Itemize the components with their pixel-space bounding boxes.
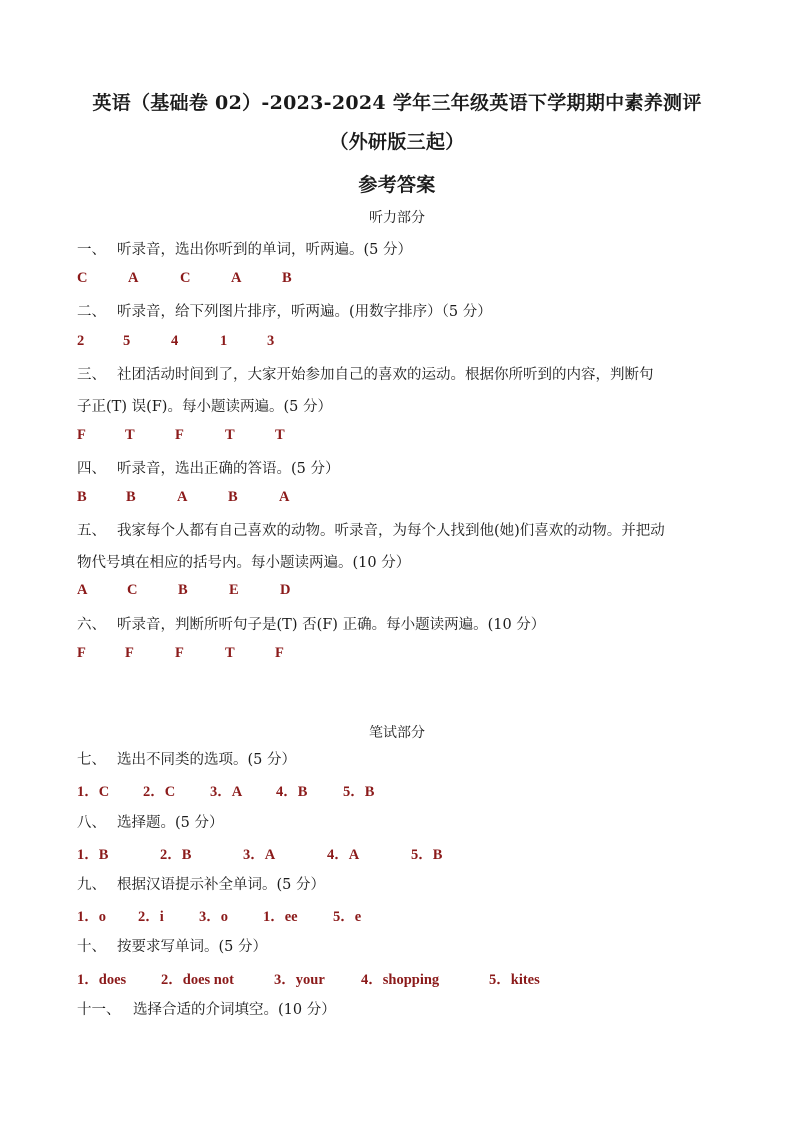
- question-8: [77, 811, 224, 832]
- question-7: [77, 748, 296, 769]
- answer-key-heading: 参考答案: [358, 174, 436, 196]
- question-text: 我家每个人都有自己喜欢的动物。听录音，为每个人找到他(她)们喜欢的动物。并把动: [117, 523, 665, 539]
- question-text: 听录音，判断所听句子是(T) 否(F) 正确。每小题读两遍。(10 分）: [117, 617, 546, 633]
- question-number: 十一、: [77, 1002, 121, 1018]
- question-5-continued: 物代号填在相应的括号内。每小题读两遍。(10 分）: [77, 555, 411, 571]
- question-text: 选择合适的介词填空。(10 分）: [133, 1002, 336, 1018]
- answer-item: F: [77, 645, 86, 661]
- answer-item: 5: [123, 333, 131, 349]
- answer-item: A: [77, 582, 88, 598]
- answer-item: 3．A: [210, 784, 243, 800]
- answer-item: 3: [267, 333, 275, 349]
- question-3-continued: 子正(T) 误(F)。每小题读两遍。(5 分）: [77, 399, 332, 415]
- question-number: 七、: [77, 752, 106, 768]
- answer-item: B: [282, 270, 292, 286]
- question-number: 九、: [77, 877, 106, 893]
- answer-item: T: [225, 427, 235, 443]
- answer-item: 4．shopping: [361, 972, 440, 988]
- answer-item: C: [127, 582, 138, 598]
- question-9: [77, 873, 325, 894]
- question-number: 十、: [77, 939, 106, 955]
- question-text: 听录音，选出正确的答语。(5 分）: [117, 461, 340, 477]
- question-number: 八、: [77, 815, 106, 831]
- answer-item: 5．B: [411, 847, 443, 863]
- answer-item: B: [178, 582, 188, 598]
- answer-item: F: [77, 427, 86, 443]
- question-number: 二、: [77, 304, 106, 320]
- answer-item: 3．o: [199, 909, 228, 925]
- question-number: 一、: [77, 242, 106, 258]
- answer-item: C: [180, 270, 191, 286]
- question-11: [77, 998, 336, 1019]
- answer-item: 2．C: [143, 784, 176, 800]
- question-number: 五、: [77, 523, 106, 539]
- answer-item: 2．B: [160, 847, 192, 863]
- answer-item: D: [280, 582, 291, 598]
- answer-item: A: [177, 489, 188, 505]
- question-text: 听录音，给下列图片排序，听两遍。(用数字排序）（5 分）: [117, 304, 492, 320]
- question-text: 选出不同类的选项。(5 分）: [117, 752, 296, 768]
- answer-item: 1: [220, 333, 228, 349]
- answer-item: 1．C: [77, 784, 110, 800]
- answer-item: A: [128, 270, 139, 286]
- question-text: 社团活动时间到了，大家开始参加自己的喜欢的运动。根据你所听到的内容，判断句: [117, 367, 654, 383]
- answer-item: 4: [171, 333, 179, 349]
- document-subtitle: （外研版三起）: [329, 131, 465, 153]
- question-number: 三、: [77, 367, 106, 383]
- question-text: 按要求写单词。(5 分）: [117, 939, 267, 955]
- question-text: 根据汉语提示补全单词。(5 分）: [117, 877, 325, 893]
- answer-item: 1．ee: [263, 909, 298, 925]
- answer-item: 1．B: [77, 847, 109, 863]
- answer-item: 1．o: [77, 909, 106, 925]
- answer-item: 2．i: [138, 909, 164, 925]
- answer-item: F: [175, 645, 184, 661]
- question-4: [77, 457, 340, 478]
- writing-section-heading: 笔试部分: [369, 725, 425, 741]
- answer-item: 1．does: [77, 972, 127, 988]
- answer-item: 2: [77, 333, 85, 349]
- answer-item: E: [229, 582, 239, 598]
- answer-item: B: [77, 489, 87, 505]
- answer-item: 2．does not: [161, 972, 234, 988]
- question-10: [77, 935, 267, 956]
- answer-item: T: [125, 427, 135, 443]
- answer-item: F: [275, 645, 284, 661]
- question-text: 选择题。(5 分）: [117, 815, 224, 831]
- answer-item: 5．B: [343, 784, 375, 800]
- question-number: 六、: [77, 617, 106, 633]
- question-1: [77, 238, 412, 259]
- answer-item: F: [175, 427, 184, 443]
- answer-item: 3．your: [274, 972, 325, 988]
- answer-item: T: [225, 645, 235, 661]
- question-number: 四、: [77, 461, 106, 477]
- answer-item: A: [279, 489, 290, 505]
- question-6: [77, 613, 545, 634]
- answer-item: T: [275, 427, 285, 443]
- question-text: 听录音，选出你听到的单词，听两遍。(5 分）: [117, 242, 412, 258]
- answer-item: 4．A: [327, 847, 360, 863]
- answer-item: A: [231, 270, 242, 286]
- question-5: [77, 519, 665, 540]
- answer-item: 5．e: [333, 909, 362, 925]
- answer-item: F: [125, 645, 134, 661]
- answer-item: B: [126, 489, 136, 505]
- question-2: [77, 300, 492, 321]
- question-3: [77, 363, 654, 384]
- document-title: 英语（基础卷 02）-2023-2024 学年三年级英语下学期期中素养测评: [92, 92, 702, 114]
- answer-item: 3．A: [243, 847, 276, 863]
- answer-item: C: [77, 270, 88, 286]
- answer-item: 4．B: [276, 784, 308, 800]
- answer-item: B: [228, 489, 238, 505]
- answer-item: 5．kites: [489, 972, 540, 988]
- listening-section-heading: 听力部分: [369, 210, 425, 226]
